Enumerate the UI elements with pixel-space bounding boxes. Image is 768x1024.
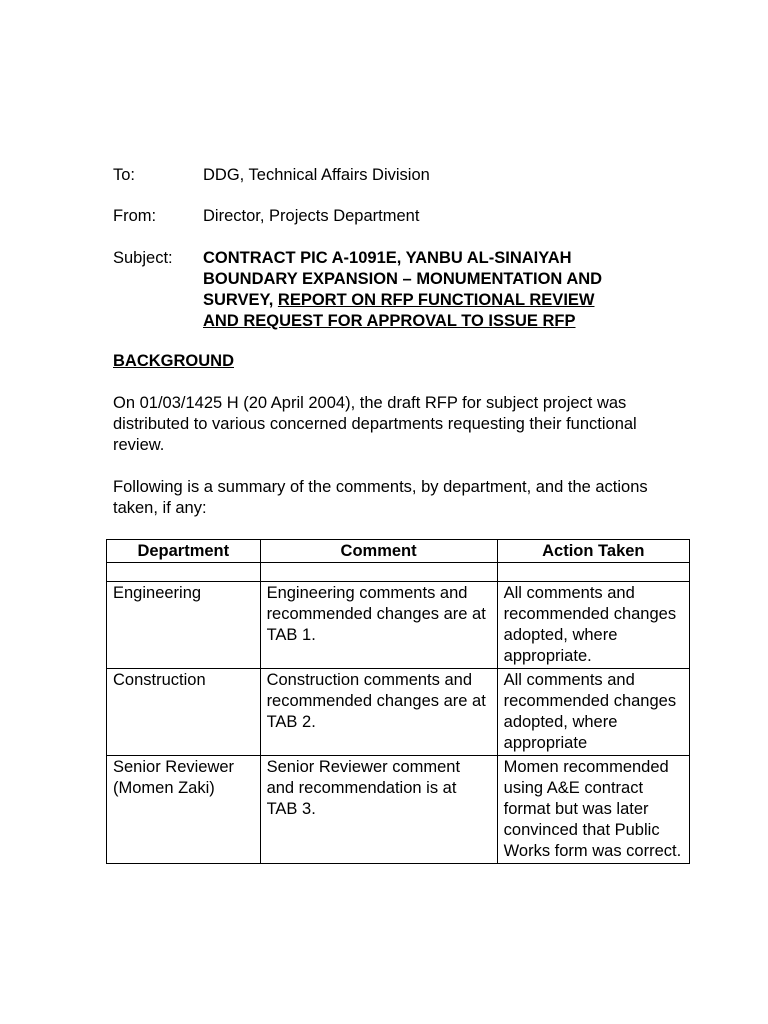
to-row: [113, 165, 673, 186]
comment-cell: Engineering comments and recommended changes are at TAB 1.: [260, 582, 497, 669]
department-cell: Senior Reviewer (Momen Zaki): [107, 756, 261, 864]
blank-cell: [497, 563, 689, 582]
department-cell: Engineering: [107, 582, 261, 669]
subject-line-3: [203, 290, 673, 311]
header-department: Department: [107, 540, 261, 563]
to-label: To:: [113, 166, 136, 184]
from-label: From:: [113, 207, 157, 225]
subject-line-3-underlined: REPORT ON RFP FUNCTIONAL REVIEW: [277, 291, 595, 309]
action-cell: All comments and recommended changes adopted, where appropriate: [497, 669, 689, 756]
table-blank-row: [107, 563, 690, 582]
background-paragraph-2: Following is a summary of the comments, by department, and the actions taken, if any:: [113, 478, 648, 517]
header-action-taken: Action Taken: [497, 540, 689, 563]
subject-row: [113, 248, 673, 332]
from-row: [113, 206, 673, 227]
department-cell: Construction: [107, 669, 261, 756]
header-comment: Comment: [260, 540, 497, 563]
subject-line-3-plain: SURVEY,: [203, 291, 278, 309]
subject-line-1: CONTRACT PIC A-1091E, YANBU AL-SINAIYAH: [203, 249, 572, 267]
to-value: DDG, Technical Affairs Division: [203, 166, 430, 184]
subject-value: [203, 248, 673, 332]
comment-cell: Construction comments and recommended changes are at TAB 2.: [260, 669, 497, 756]
table-header-row: [107, 540, 690, 563]
subject-label: Subject:: [113, 249, 173, 267]
action-cell: Momen recommended using A&E contract format but was later convinced that Public Works form was correct.: [497, 756, 689, 864]
summary-table: [106, 539, 690, 864]
blank-cell: [107, 563, 261, 582]
from-value: Director, Projects Department: [203, 207, 420, 225]
background-paragraph-1: On 01/03/1425 H (20 April 2004), the draft RFP for subject project was distributed to various concerned departments requesting their functional review.: [113, 394, 637, 454]
subject-line-2: BOUNDARY EXPANSION – MONUMENTATION AND: [203, 270, 603, 288]
table-row: [107, 756, 690, 864]
table-row: [107, 669, 690, 756]
action-cell: All comments and recommended changes adopted, where appropriate.: [497, 582, 689, 669]
table-row: [107, 582, 690, 669]
comment-cell: Senior Reviewer comment and recommendation is at TAB 3.: [260, 756, 497, 864]
background-heading: BACKGROUND: [113, 352, 234, 370]
blank-cell: [260, 563, 497, 582]
subject-line-4: AND REQUEST FOR APPROVAL TO ISSUE RFP: [203, 312, 576, 330]
